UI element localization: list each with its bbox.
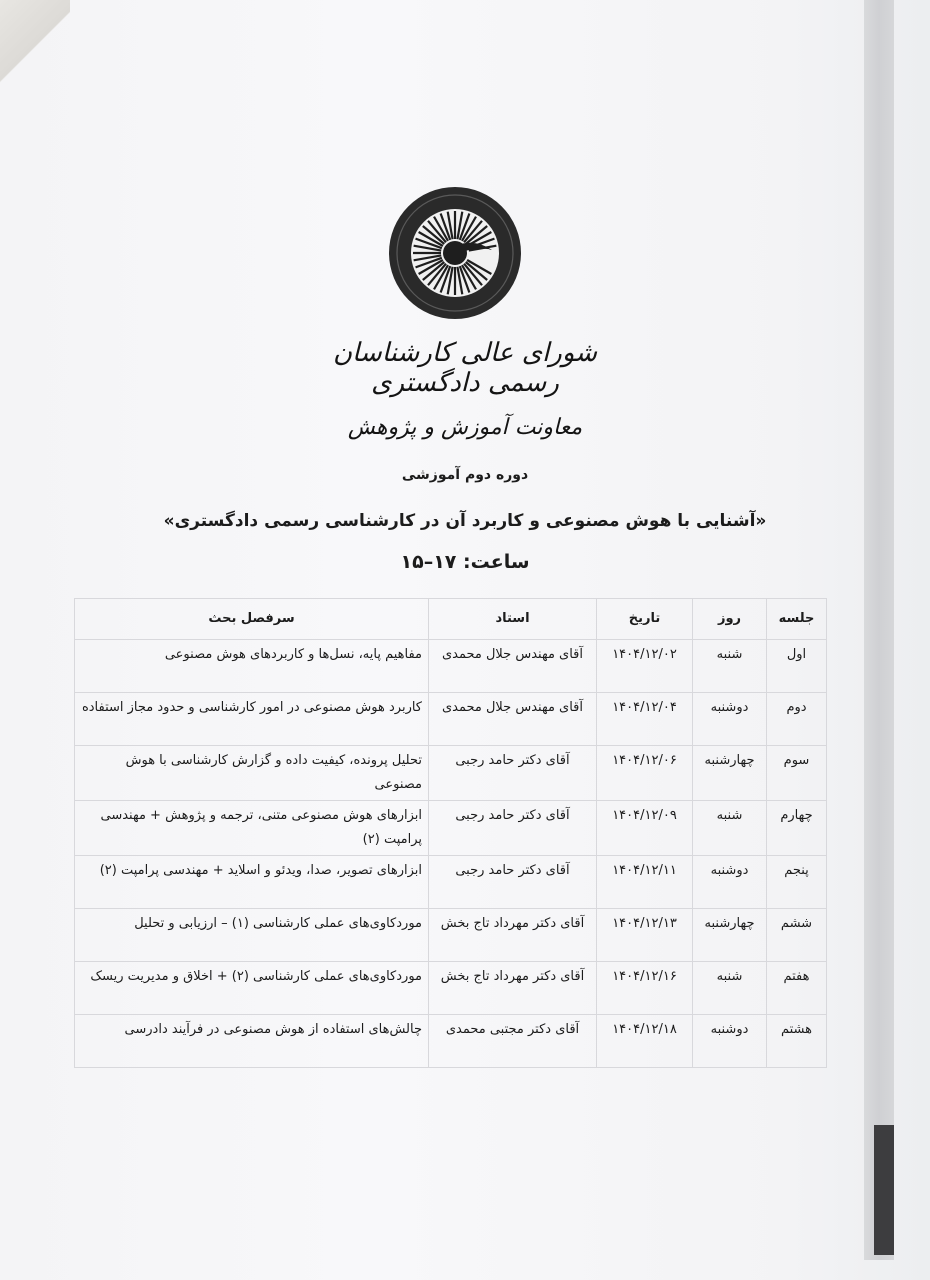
table-row xyxy=(75,640,827,693)
column-header-topic: سرفصل بحث xyxy=(75,599,429,640)
date-cell: ۱۴۰۴/۱۲/۰۲ xyxy=(597,640,693,693)
session-cell: ششم xyxy=(767,909,827,962)
column-header-session: جلسه xyxy=(767,599,827,640)
course-title: «آشنایی با هوش مصنوعی و کاربرد آن در کارشناسی رسمی دادگستری» xyxy=(163,511,767,531)
instructor-cell: آقای دکتر مجتبی محمدی xyxy=(429,1015,597,1068)
day-cell: دوشنبه xyxy=(693,856,767,909)
course-time: ساعت: ۱۷–۱۵ xyxy=(400,551,530,573)
session-cell: سوم xyxy=(767,746,827,801)
scan-edge-shadow xyxy=(864,0,894,1260)
date-cell: ۱۴۰۴/۱۲/۰۴ xyxy=(597,693,693,746)
table-row xyxy=(75,856,827,909)
table-row xyxy=(75,1015,827,1068)
table-row xyxy=(75,909,827,962)
column-header-date: تاریخ xyxy=(597,599,693,640)
session-cell: هفتم xyxy=(767,962,827,1015)
column-header-day: روز xyxy=(693,599,767,640)
day-cell: دوشنبه xyxy=(693,1015,767,1068)
date-cell: ۱۴۰۴/۱۲/۱۸ xyxy=(597,1015,693,1068)
day-cell: چهارشنبه xyxy=(693,746,767,801)
session-cell: اول xyxy=(767,640,827,693)
column-header-instructor: استاد xyxy=(429,599,597,640)
topic-cell: موردکاوی‌های عملی کارشناسی (۱) – ارزیابی و تحلیل xyxy=(75,909,429,962)
course-number: دوره دوم آموزشی xyxy=(401,467,529,483)
date-cell: ۱۴۰۴/۱۲/۰۶ xyxy=(597,746,693,801)
table-row xyxy=(75,801,827,856)
day-cell: دوشنبه xyxy=(693,693,767,746)
session-cell: چهارم xyxy=(767,801,827,856)
day-cell: شنبه xyxy=(693,962,767,1015)
topic-cell: مفاهیم پایه، نسل‌ها و کاربردهای هوش مصنوعی xyxy=(75,640,429,693)
topic-cell: کاربرد هوش مصنوعی در امور کارشناسی و حدود مجاز استفاده xyxy=(75,693,429,746)
instructor-cell: آقای دکتر مهرداد تاج بخش xyxy=(429,962,597,1015)
topic-cell: ابزارهای هوش مصنوعی متنی، ترجمه و پژوهش + مهندسی پرامپت (۲) xyxy=(75,801,429,856)
council-name: شورای عالی کارشناسان رسمی دادگستری xyxy=(332,338,598,398)
table-row xyxy=(75,962,827,1015)
date-cell: ۱۴۰۴/۱۲/۱۱ xyxy=(597,856,693,909)
day-cell: چهارشنبه xyxy=(693,909,767,962)
date-cell: ۱۴۰۴/۱۲/۰۹ xyxy=(597,801,693,856)
instructor-cell: آقای مهندس جلال محمدی xyxy=(429,640,597,693)
topic-cell: ابزارهای تصویر، صدا، ویدئو و اسلاید + مهندسی پرامپت (۲) xyxy=(75,856,429,909)
session-cell: پنجم xyxy=(767,856,827,909)
instructor-cell: آقای دکتر حامد رجبی xyxy=(429,746,597,801)
day-cell: شنبه xyxy=(693,801,767,856)
day-cell: شنبه xyxy=(693,640,767,693)
date-cell: ۱۴۰۴/۱۲/۱۶ xyxy=(597,962,693,1015)
session-cell: هشتم xyxy=(767,1015,827,1068)
session-cell: دوم xyxy=(767,693,827,746)
schedule-table xyxy=(74,598,827,1068)
table-row xyxy=(75,746,827,801)
scan-edge-dark-strip xyxy=(874,1125,894,1255)
deputy-name: معاونت آموزش و پژوهش xyxy=(347,415,583,440)
instructor-cell: آقای دکتر حامد رجبی xyxy=(429,856,597,909)
topic-cell: موردکاوی‌های عملی کارشناسی (۲) + اخلاق و مدیریت ریسک xyxy=(75,962,429,1015)
instructor-cell: آقای مهندس جلال محمدی xyxy=(429,693,597,746)
instructor-cell: آقای دکتر حامد رجبی xyxy=(429,801,597,856)
date-cell: ۱۴۰۴/۱۲/۱۳ xyxy=(597,909,693,962)
folded-corner xyxy=(0,0,70,110)
council-logo-icon xyxy=(388,186,522,320)
table-row xyxy=(75,693,827,746)
table-header-row xyxy=(75,599,827,640)
topic-cell: چالش‌های استفاده از هوش مصنوعی در فرآیند دادرسی xyxy=(75,1015,429,1068)
instructor-cell: آقای دکتر مهرداد تاج بخش xyxy=(429,909,597,962)
topic-cell: تحلیل پرونده، کیفیت داده و گزارش کارشناسی با هوش مصنوعی xyxy=(75,746,429,801)
